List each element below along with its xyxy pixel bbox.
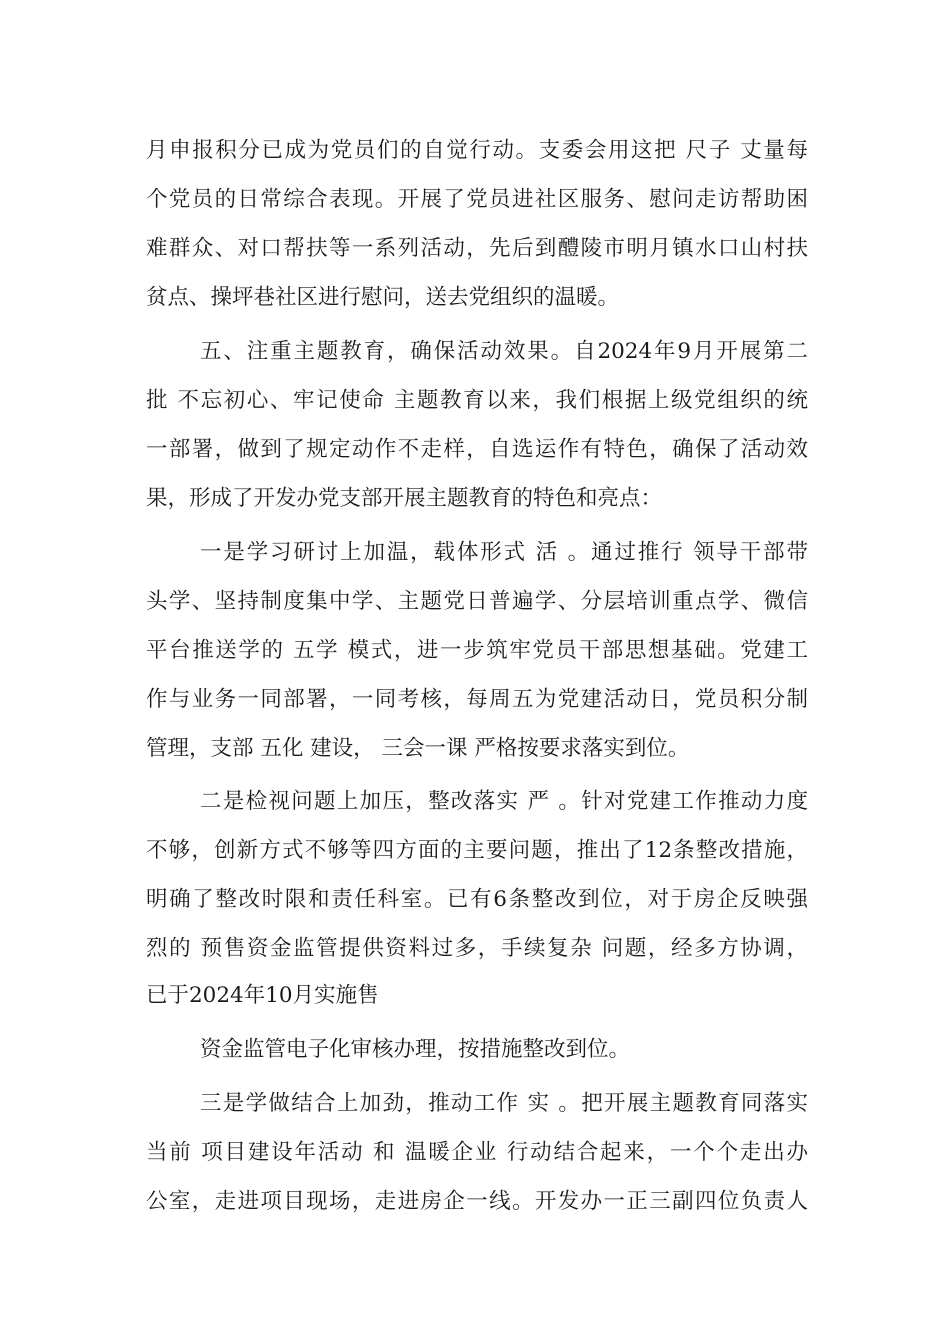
text-line: 公室，走进项目现场，走进房企一线。开发办一正三副四位负责人 — [146, 1189, 808, 1214]
text-line: 贫点、操坪巷社区进行慰问，送去党组织的温暖。 — [146, 285, 620, 310]
text-line: 个党员的日常综合表现。开展了党员进社区服务、慰问走访帮助困 — [146, 187, 808, 212]
text-line: 二是检视问题上加压，整改落实 严 。针对党建工作推动力度 — [200, 789, 808, 814]
text-line: 批 不忘初心、牢记使命 主题教育以来，我们根据上级党组织的统 — [146, 388, 808, 413]
text-line: 明确了整改时限和责任科室。已有6条整改到位，对于房企反映强 — [146, 887, 808, 912]
text-line: 烈的 预售资金监管提供资料过多，手续复杂 问题，经多方协调， — [146, 936, 808, 961]
text-line: 月申报积分已成为党员们的自觉行动。支委会用这把 尺子 丈量每 — [146, 138, 808, 163]
text-line: 不够，创新方式不够等四方面的主要问题，推出了12条整改措施， — [146, 838, 808, 863]
text-line: 难群众、对口帮扶等一系列活动，先后到醴陵市明月镇水口山村扶 — [146, 236, 808, 261]
text-line: 头学、坚持制度集中学、主题党日普遍学、分层培训重点学、微信 — [146, 589, 808, 614]
text-line: 三是学做结合上加劲，推动工作 实 。把开展主题教育同落实 — [200, 1091, 808, 1116]
text-line: 果，形成了开发办党支部开展主题教育的特色和亮点： — [146, 486, 663, 511]
text-line: 资金监管电子化审核办理，按措施整改到位。 — [200, 1037, 631, 1062]
text-line: 管理，支部 五化 建设， 三会一课 严格按要求落实到位。 — [146, 736, 690, 761]
text-line: 作与业务一同部署，一同考核，每周五为党建活动日，党员积分制 — [146, 687, 808, 712]
text-line: 当前 项目建设年活动 和 温暖企业 行动结合起来，一个个走出办 — [146, 1140, 808, 1165]
text-line: 一是学习研讨上加温，载体形式 活 。通过推行 领导干部带 — [200, 540, 808, 565]
text-line: 已于2024年10月实施售 — [146, 983, 379, 1008]
text-line: 一部署，做到了规定动作不走样，自选运作有特色，确保了活动效 — [146, 437, 808, 462]
text-line: 平台推送学的 五学 模式，进一步筑牢党员干部思想基础。党建工 — [146, 638, 808, 663]
text-line: 五、注重主题教育，确保活动效果。自2024年9月开展第二 — [200, 339, 808, 364]
